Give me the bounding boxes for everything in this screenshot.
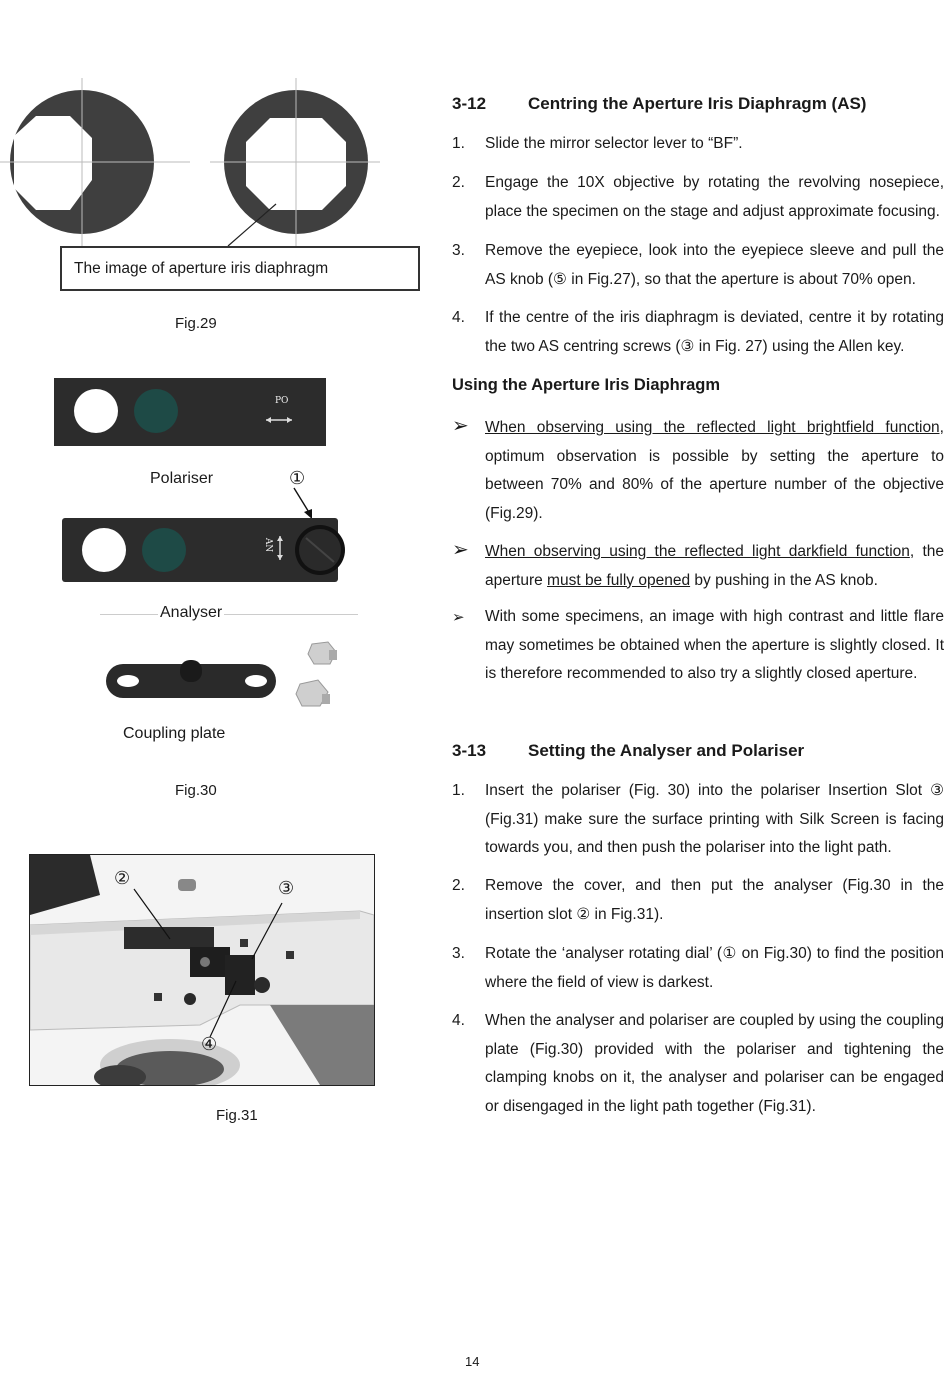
callout-3: ③ bbox=[278, 878, 295, 899]
step-text: Remove the cover, and then put the analyser (Fig.30 in the insertion slot ② in Fig.31). bbox=[485, 877, 944, 923]
bullet-darkfield bbox=[452, 538, 944, 595]
polariser-marking: PO bbox=[275, 396, 289, 406]
section-3-12-title: Centring the Aperture Iris Diaphragm (AS) bbox=[528, 94, 867, 113]
callout-4: ④ bbox=[201, 1034, 218, 1055]
fig30-caption: Fig.30 bbox=[175, 782, 217, 799]
step-number: 2. bbox=[452, 174, 465, 191]
analyser-slider-illustration bbox=[62, 516, 348, 586]
step-number: 3. bbox=[452, 242, 465, 259]
using-aperture-subheading: Using the Aperture Iris Diaphragm bbox=[452, 376, 721, 394]
step-text: When the analyser and polariser are coupled by using the coupling plate (Fig.30) provided with the polariser and tightening the clamping knobs on it, the analyser and polariser can be engaged or disengaged in the light path together (Fig.31). bbox=[485, 1012, 944, 1115]
step-number: 1. bbox=[452, 135, 465, 152]
bullet-arrow-icon: ➢ bbox=[452, 415, 469, 437]
fig29-callout-text: The image of aperture iris diaphragm bbox=[74, 259, 329, 277]
coupling-plate-illustration bbox=[100, 636, 350, 716]
step-number: 1. bbox=[452, 782, 465, 799]
step-number: 4. bbox=[452, 309, 465, 326]
polariser-label: Polariser bbox=[150, 470, 214, 487]
bullet-text: , the aperture bbox=[485, 543, 944, 589]
callout-1: ① bbox=[289, 468, 306, 489]
polariser-slider-image bbox=[54, 378, 326, 446]
bullet-underlined: When observing using the reflected light darkfield function bbox=[485, 543, 910, 560]
bullet-specimens bbox=[452, 603, 944, 689]
step-text: Rotate the ‘analyser rotating dial’ (① on Fig.30) to find the position where the field of view is darkest. bbox=[485, 945, 944, 991]
section-3-13-step-4 bbox=[452, 1007, 944, 1121]
bullet-arrow-icon: ➢ bbox=[452, 609, 465, 626]
step-text: Engage the 10X objective by rotating the revolving nosepiece, place the specimen on the stage and adjust approximate focusing. bbox=[485, 174, 944, 220]
analyser-slider-image bbox=[62, 516, 348, 586]
fig31-caption: Fig.31 bbox=[216, 1107, 258, 1124]
section-3-12-step-1 bbox=[452, 130, 944, 159]
section-3-12-step-3 bbox=[452, 237, 944, 294]
analyser-marking: AN bbox=[263, 537, 274, 553]
bullet-brightfield bbox=[452, 414, 944, 528]
step-number: 3. bbox=[452, 945, 465, 962]
section-3-12-number: 3-12 bbox=[452, 94, 487, 113]
step-number: 4. bbox=[452, 1012, 465, 1029]
bullet-underlined: When observing using the reflected light brightfield function, bbox=[485, 419, 944, 436]
coupling-plate-label: Coupling plate bbox=[123, 725, 226, 742]
fig29-caption: Fig.29 bbox=[175, 315, 217, 332]
step-number: 2. bbox=[452, 877, 465, 894]
step-text: Insert the polariser (Fig. 30) into the polariser Insertion Slot ③ (Fig.31) make sure the surface printing with Silk Screen is facing towards you, and then push the polariser into the light path. bbox=[485, 782, 944, 856]
fig29-callout-box bbox=[60, 246, 420, 291]
section-3-12-heading bbox=[452, 94, 866, 114]
section-3-12-step-4 bbox=[452, 304, 944, 361]
step-text: If the centre of the iris diaphragm is deviated, centre it by rotating the two AS centring screws (③ in Fig. 27) using the Allen key. bbox=[485, 309, 944, 355]
section-3-13-step-2 bbox=[452, 872, 944, 929]
fig29-illustration bbox=[0, 78, 420, 248]
coupling-plate-image bbox=[100, 636, 350, 716]
step-text: Slide the mirror selector lever to “BF”. bbox=[485, 135, 743, 152]
fig29-diaphragm-images bbox=[0, 78, 420, 248]
page-number: 14 bbox=[465, 1354, 480, 1369]
analyser-divider bbox=[100, 614, 358, 615]
bullet-text: optimum observation is possible by setting the aperture to between 70% and 80% of the aperture number of the objective (Fig.29). bbox=[485, 447, 944, 522]
analyser-label: Analyser bbox=[160, 604, 223, 621]
section-3-13-step-1 bbox=[452, 777, 944, 863]
bullet-text: With some specimens, an image with high contrast and little flare may sometimes be obtained when the aperture is slightly closed. It is therefore recommended to also try a slightly closed aperture. bbox=[485, 608, 944, 682]
bullet-underlined-2: must be fully opened bbox=[547, 571, 691, 589]
section-3-13-step-3 bbox=[452, 940, 944, 997]
section-3-13-number: 3-13 bbox=[452, 741, 487, 760]
bullet-arrow-icon: ➢ bbox=[452, 539, 469, 561]
bullet-text-rest: by pushing in the AS knob. bbox=[690, 571, 878, 589]
callout-2: ② bbox=[114, 868, 131, 889]
section-3-13-title: Setting the Analyser and Polariser bbox=[528, 741, 805, 760]
section-3-13-heading bbox=[452, 741, 804, 761]
section-3-12-step-2 bbox=[452, 169, 944, 226]
polariser-slider-illustration bbox=[54, 378, 326, 446]
step-text: Remove the eyepiece, look into the eyepiece sleeve and pull the AS knob (⑤ in Fig.27), so that the aperture is about 70% open. bbox=[485, 242, 944, 288]
